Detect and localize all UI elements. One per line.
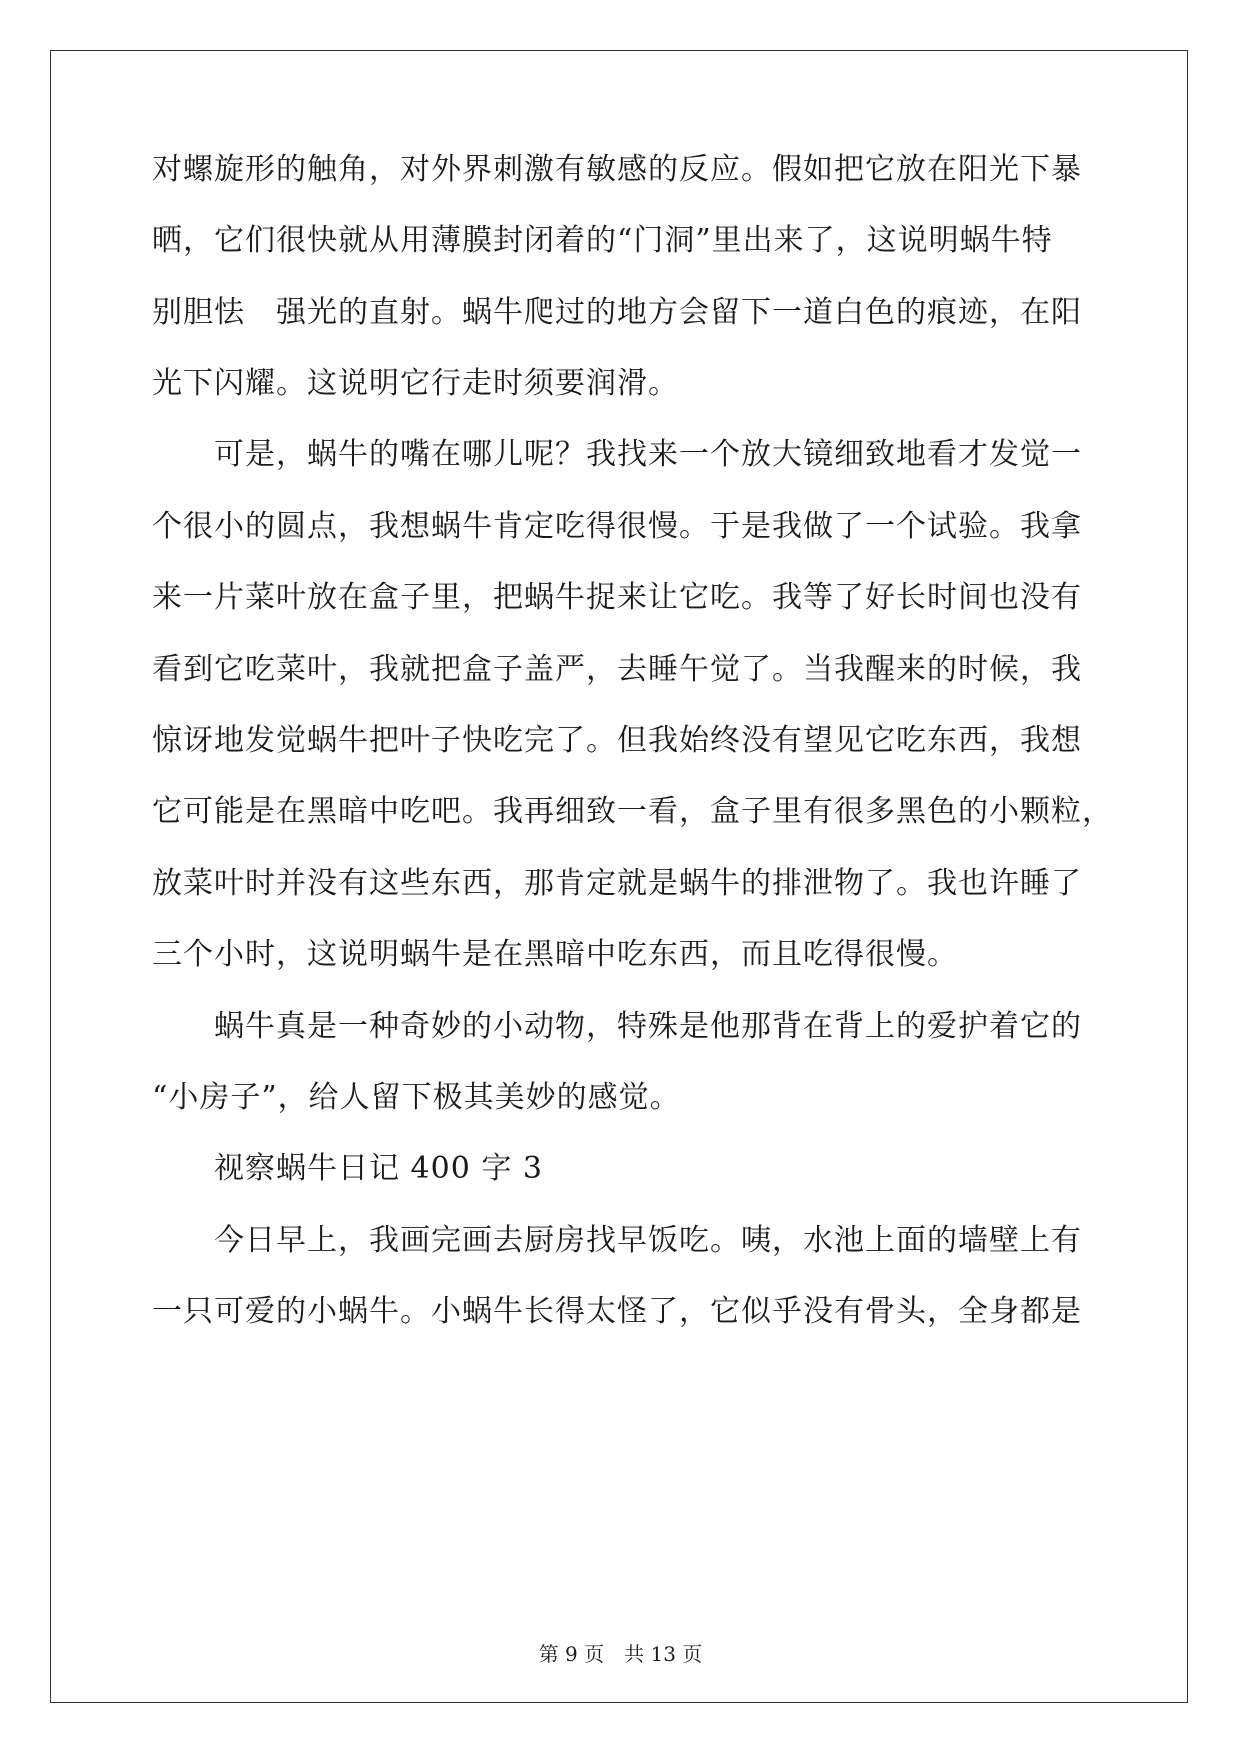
page-number: 第 9 页 共 13 页 [538, 1642, 703, 1666]
text-line: 对螺旋形的触角，对外界刺激有敏感的反应。假如把它放在阳光下暴 [152, 152, 1082, 187]
text-line: 个很小的圆点，我想蜗牛肯定吃得很慢。于是我做了一个试验。我拿 [152, 509, 1082, 544]
text-line: 三个小时，这说明蜗牛是在黑暗中吃东西，而且吃得很慢。 [152, 937, 958, 972]
section-heading: 视察蜗牛日记 400 字 3 [152, 1151, 543, 1186]
text-line: 今日早上，我画完画去厨房找早饭吃。咦，水池上面的墙壁上有 [152, 1223, 1082, 1258]
text-line: 可是，蜗牛的嘴在哪儿呢？我找来一个放大镜细致地看才发觉一 [152, 437, 1082, 472]
text-line: 看到它吃菜叶，我就把盒子盖严，去睡午觉了。当我醒来的时候，我 [152, 652, 1082, 687]
text-line: 光下闪耀。这说明它行走时须要润滑。 [152, 366, 679, 401]
text-line: 一只可爱的小蜗牛。小蜗牛长得太怪了，它似乎没有骨头，全身都是 [152, 1294, 1082, 1329]
text-line: 惊讶地发觉蜗牛把叶子快吃完了。但我始终没有望见它吃东西，我想 [152, 723, 1082, 758]
text-line: 晒，它们很快就从用薄膜封闭着的“门洞”里出来了，这说明蜗牛特 [152, 223, 1053, 258]
text-line: 它可能是在黑暗中吃吧。我再细致一看，盒子里有很多黑色的小颗粒， [152, 794, 1113, 829]
text-line: 蜗牛真是一种奇妙的小动物，特殊是他那背在背上的爱护着它的 [152, 1009, 1082, 1044]
text-line: 来一片菜叶放在盒子里，把蜗牛捉来让它吃。我等了好长时间也没有 [152, 580, 1082, 615]
page-footer [0, 1642, 1241, 1666]
text-line: “小房子”，给人留下极其美妙的感觉。 [152, 1080, 681, 1115]
text-line: 放菜叶时并没有这些东西，那肯定就是蜗牛的排泄物了。我也许睡了 [152, 866, 1082, 901]
text-line: 别胆怯 强光的直射。蜗牛爬过的地方会留下一道白色的痕迹，在阳 [152, 295, 1082, 330]
